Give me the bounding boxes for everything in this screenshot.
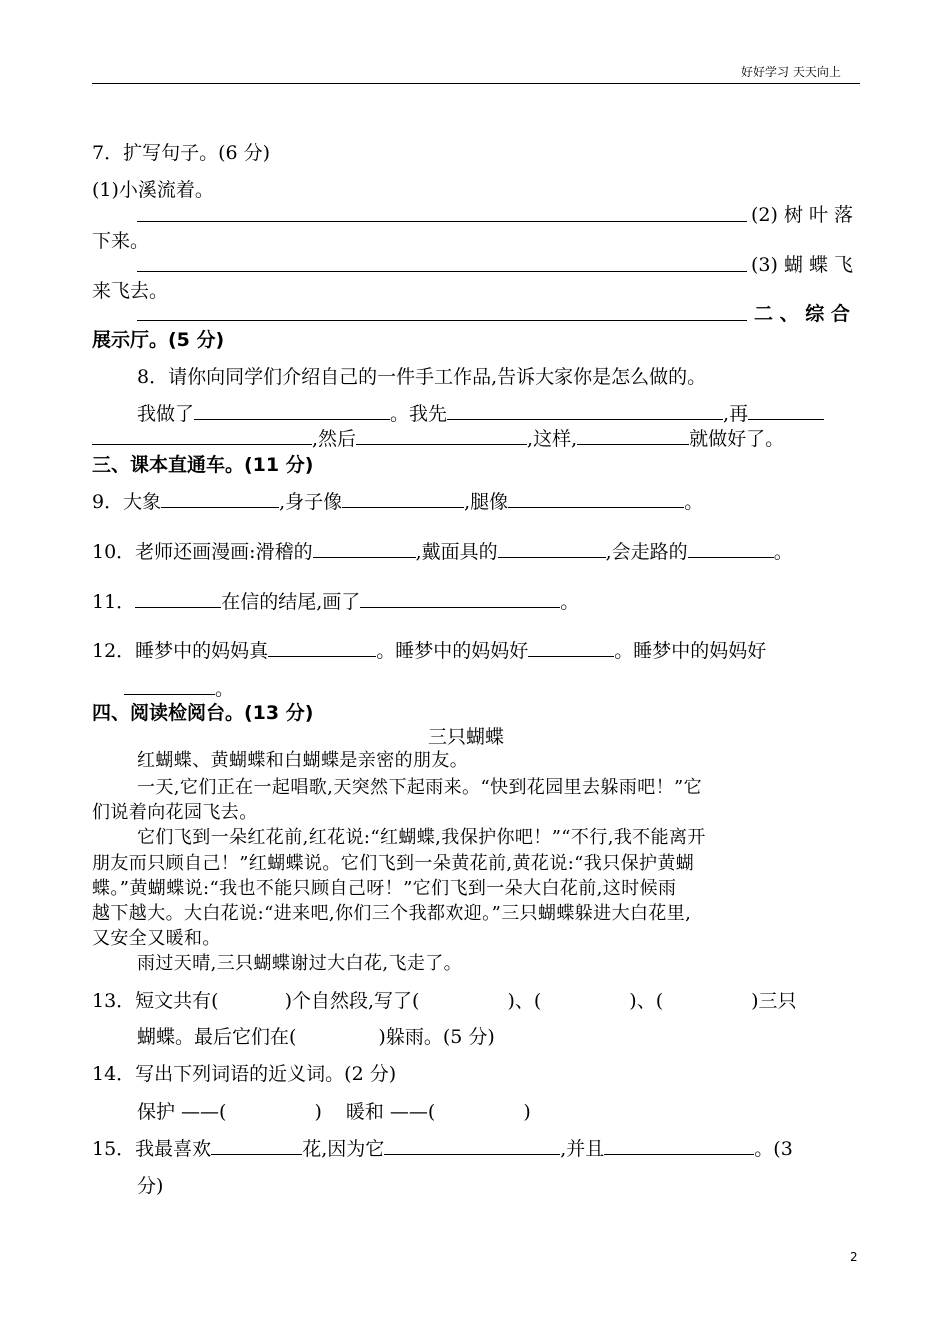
- q8-blank-6[interactable]: [577, 427, 689, 445]
- q8-line1: [137, 399, 824, 426]
- q8-blank-4[interactable]: [92, 427, 312, 445]
- q7-item3: (3) 蝴 蝶 飞: [751, 254, 854, 276]
- q11-num: 11．: [92, 591, 136, 613]
- q11: [92, 587, 579, 614]
- q13-text-e: )三只: [751, 990, 797, 1012]
- q12-text-d: 。: [215, 678, 235, 700]
- q8-then: ,再: [723, 403, 749, 425]
- q15-line2: 分): [137, 1175, 164, 1197]
- q13-text-f: 蝴蝶。最后它们在(: [137, 1026, 297, 1048]
- q14-close-1: ): [314, 1101, 322, 1123]
- q8-done: 就做好了。: [689, 428, 785, 450]
- q8-i-made: 我做了: [137, 403, 195, 425]
- q10-text-a: 10．老师还画漫画:滑稽的: [92, 541, 313, 563]
- q10-text-d: 。: [773, 541, 793, 563]
- q8-blank-2[interactable]: [447, 402, 723, 420]
- q9-text-b: ,身子像: [279, 491, 343, 513]
- page-number: 2: [850, 1250, 858, 1264]
- q7-item1: (1)小溪流着。: [92, 179, 214, 201]
- section4-title: 四、阅读检阅台。(13 分): [92, 702, 314, 724]
- q12-text-a: 12．睡梦中的妈妈真: [92, 640, 269, 662]
- q15-blank-3[interactable]: [604, 1137, 754, 1155]
- section2-title-wrap: 展示厅。(5 分): [92, 329, 225, 351]
- q9-text-d: 。: [684, 491, 704, 513]
- passage-line: 它们飞到一朵红花前,红花说:“红蝴蝶,我保护你吧！”“不行,我不能离开: [137, 827, 706, 848]
- q14-title: 14．写出下列词语的近义词。(2 分): [92, 1063, 397, 1085]
- q8-blank-1[interactable]: [194, 402, 390, 420]
- passage-line: 红蝴蝶、黄蝴蝶和白蝴蝶是亲密的朋友。: [137, 750, 469, 771]
- passage-line: 又安全又暖和。: [92, 928, 221, 949]
- q8-blank-3[interactable]: [748, 402, 824, 420]
- q8-so: ,这样,: [527, 428, 578, 450]
- q12: [92, 636, 766, 663]
- header-slogan: 好好学习 天天向上: [741, 65, 841, 79]
- q13-text-g: )躲雨。(5 分): [378, 1026, 495, 1048]
- q13-text-b: )个自然段,写了(: [284, 990, 420, 1012]
- passage-line: 一天,它们正在一起唱歌,天突然下起雨来。“快到花园里去躲雨吧！”它: [137, 777, 703, 798]
- q7-item2-wrap: 下来。: [92, 230, 150, 252]
- q9: [92, 487, 703, 514]
- passage-line: 雨过天晴,三只蝴蝶谢过大白花,飞走了。: [137, 953, 463, 974]
- q12-blank-2[interactable]: [528, 639, 614, 657]
- q7-answer-line-3[interactable]: [137, 303, 747, 321]
- q10: [92, 537, 793, 564]
- header-rule: [92, 83, 860, 84]
- passage-title: 三只蝴蝶: [428, 726, 505, 748]
- q14-word-2: 暖和 ——(: [345, 1101, 436, 1123]
- passage-line: 们说着向花园飞去。: [92, 802, 258, 823]
- q11-text-b: 。: [560, 591, 580, 613]
- q15-blank-1[interactable]: [211, 1137, 302, 1155]
- q13-text-a: 13．短文共有(: [92, 990, 219, 1012]
- q15-blank-2[interactable]: [384, 1137, 560, 1155]
- q15-text-b: 花,因为它: [302, 1138, 385, 1160]
- q14-words: [137, 1097, 531, 1124]
- q13-line2: [137, 1022, 495, 1049]
- q8-after: ,然后: [312, 428, 357, 450]
- q9-blank-3[interactable]: [508, 490, 684, 508]
- q8-prompt: 8．请你向同学们介绍自己的一件手工作品,告诉大家你是怎么做的。: [137, 366, 707, 388]
- q12-line2: [124, 674, 234, 701]
- q7-item2: (2) 树 叶 落: [751, 204, 854, 226]
- q11-blank-2[interactable]: [360, 590, 560, 608]
- q9-blank-1[interactable]: [161, 490, 279, 508]
- q8-line2: [92, 424, 784, 451]
- q10-text-c: ,会走路的: [605, 541, 688, 563]
- q11-text-a: 在信的结尾,画了: [221, 591, 361, 613]
- q13-text-c: )、(: [507, 990, 542, 1012]
- q8-blank-5[interactable]: [356, 427, 527, 445]
- section2-title: 二 、 综 合: [754, 303, 850, 325]
- q10-text-b: ,戴面具的: [415, 541, 498, 563]
- q12-text-b: 。睡梦中的妈妈好: [376, 640, 529, 662]
- passage-line: 朋友而只顾自己！”红蝴蝶说。它们飞到一朵黄花前,黄花说:“我只保护黄蝴: [92, 853, 695, 874]
- q7-answer-line-2[interactable]: [137, 254, 747, 272]
- q9-text-c: ,腿像: [464, 491, 509, 513]
- section3-title: 三、课本直通车。(11 分): [92, 454, 314, 476]
- q15-text-c: ,并且: [560, 1138, 605, 1160]
- q9-blank-2[interactable]: [342, 490, 464, 508]
- q7-title: 7．扩写句子。(6 分): [92, 142, 271, 164]
- q7-item3-wrap: 来飞去。: [92, 280, 169, 302]
- q10-blank-3[interactable]: [688, 540, 774, 558]
- q13-line1: [92, 986, 797, 1013]
- q9-text-a: 9．大象: [92, 491, 162, 513]
- q12-text-c: 。睡梦中的妈妈好: [614, 640, 767, 662]
- q13-text-d: )、(: [629, 990, 664, 1012]
- q12-blank-3[interactable]: [124, 677, 215, 695]
- q14-close-2: ): [523, 1101, 531, 1123]
- q12-blank-1[interactable]: [268, 639, 376, 657]
- q10-blank-1[interactable]: [313, 540, 416, 558]
- q15-text-d: 。(3: [754, 1138, 793, 1160]
- q11-blank-1[interactable]: [135, 590, 221, 608]
- passage-line: 蝶。”黄蝴蝶说:“我也不能只顾自己呀！”它们飞到一朵大白花前,这时候雨: [92, 878, 677, 899]
- q10-blank-2[interactable]: [498, 540, 606, 558]
- q8-first: 。我先: [390, 403, 448, 425]
- q15-line1: [92, 1134, 793, 1161]
- q7-answer-line-1[interactable]: [137, 204, 747, 222]
- passage-line: 越下越大。大白花说:“进来吧,你们三个我都欢迎。”三只蝴蝶躲进大白花里,: [92, 903, 692, 924]
- q14-word-1: 保护 ——(: [137, 1101, 227, 1123]
- q15-text-a: 15．我最喜欢: [92, 1138, 212, 1160]
